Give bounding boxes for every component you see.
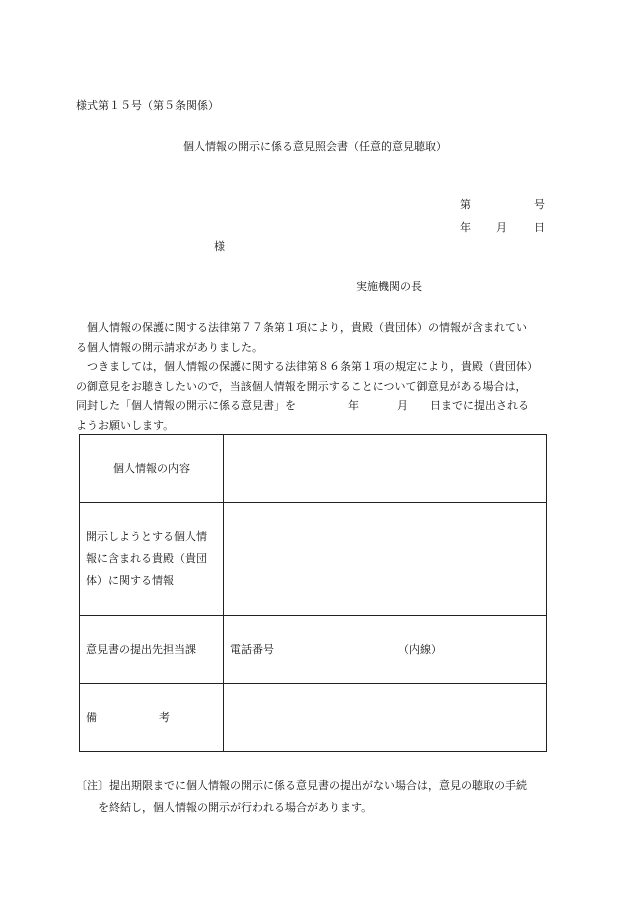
label-submission-dept: 意見書の提出先担当課	[80, 616, 224, 684]
deadline-year: 年	[348, 399, 359, 412]
body-p2-line1: つきましては，個人情報の保護に関する法律第８６条第１項の規定により，貴殿（貴団体）	[87, 360, 538, 373]
body-text	[76, 318, 556, 435]
footnote-line1: 〔注〕提出期限までに個人情報の開示に係る意見書の提出がない場合は，意見の聴取の手続	[76, 779, 527, 792]
label-related-info-line3: 体）に関する情報	[86, 574, 174, 587]
value-related-info[interactable]	[224, 503, 547, 616]
label-remarks-a: 備	[86, 710, 97, 724]
table-row	[80, 684, 547, 752]
label-remarks	[80, 684, 224, 752]
value-submission-dept[interactable]	[224, 616, 547, 684]
label-related-info-line1: 開示しようとする個人情	[86, 530, 207, 543]
table-row	[80, 616, 547, 684]
body-p1-line2: る個人情報の開示請求がありました。	[76, 340, 263, 354]
info-table	[79, 434, 547, 752]
phone-label: 電話番号	[230, 642, 274, 656]
document-title: 個人情報の開示に係る意見照会書（任意的意見聴取）	[183, 140, 447, 153]
date-month: 月	[496, 221, 507, 234]
table-row	[80, 503, 547, 616]
body-p2-line2: の御意見をお聴きしたいので，当該個人情報を開示することについて御意見がある場合は，	[76, 379, 527, 393]
date-year: 年	[460, 221, 471, 234]
footnote-line2: を終結し，個人情報の開示が行われる場合があります。	[98, 801, 373, 814]
doc-no-prefix: 第	[460, 198, 471, 211]
table-row	[80, 435, 547, 503]
form-number: 様式第１５号（第５条関係）	[76, 99, 219, 112]
sender: 実施機関の長	[356, 280, 422, 293]
label-related-info	[80, 503, 224, 616]
addressee: 様	[214, 240, 225, 253]
body-p2-line3	[76, 396, 556, 416]
value-personal-info-content[interactable]	[224, 435, 547, 503]
deadline-month: 月	[397, 399, 408, 412]
footnote	[76, 775, 556, 819]
label-related-info-line2: 報に含まれる貴殿（貴団	[86, 552, 207, 565]
body-p2-line4: ようお願いします。	[76, 418, 175, 432]
extension-label: （内線）	[398, 642, 442, 656]
deadline-prefix: 同封した「個人情報の開示に係る意見書」を	[76, 399, 296, 412]
doc-no-suffix: 号	[534, 198, 545, 211]
label-remarks-b: 考	[159, 710, 170, 724]
deadline-suffix: 日までに提出される	[430, 399, 529, 412]
value-remarks[interactable]	[224, 684, 547, 752]
date-day: 日	[534, 221, 545, 234]
label-personal-info-content: 個人情報の内容	[80, 435, 224, 503]
body-p1-line1: 個人情報の保護に関する法律第７７条第１項により，貴殿（貴団体）の情報が含まれてい	[87, 321, 527, 334]
